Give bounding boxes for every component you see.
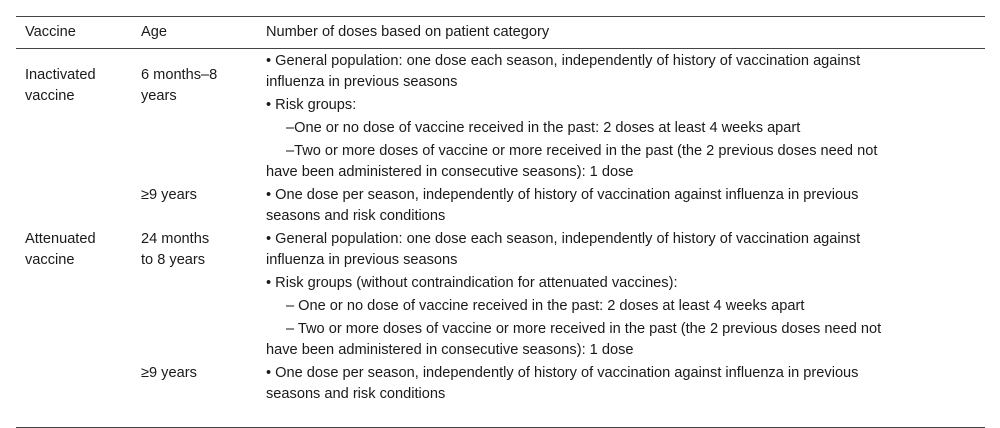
doses-line: • General population: one dose each season, independently of history of vaccination against <box>266 53 861 69</box>
header-vaccine: Vaccine <box>25 24 76 40</box>
vaccine-line: Inactivated <box>25 67 96 83</box>
age-line: ≥9 years <box>141 365 197 381</box>
doses-line: • Risk groups (without contraindication for attenuated vaccines): <box>266 275 678 291</box>
doses-line: have been administered in consecutive seasons): 1 dose <box>266 164 634 180</box>
table-header-row <box>16 17 985 49</box>
vaccine-line: vaccine <box>25 88 75 104</box>
doses-cell <box>266 51 982 183</box>
doses-cell <box>266 363 982 405</box>
age-line: ≥9 years <box>141 187 197 203</box>
age-line: 24 months <box>141 231 210 247</box>
dosing-table <box>16 16 985 428</box>
doses-line: have been administered in consecutive seasons): 1 dose <box>266 342 634 358</box>
age-cell <box>141 229 261 271</box>
doses-line: –One or no dose of vaccine received in the past: 2 doses at least 4 weeks apart <box>286 120 801 136</box>
doses-line: • One dose per season, independently of history of vaccination against influenza in previous <box>266 187 859 203</box>
doses-line: – Two or more doses of vaccine or more received in the past (the 2 previous doses need not <box>286 321 882 337</box>
age-line: 6 months–8 <box>141 67 218 83</box>
age-cell <box>141 363 261 384</box>
doses-line: – One or no dose of vaccine received in the past: 2 doses at least 4 weeks apart <box>286 298 805 314</box>
doses-line: –Two or more doses of vaccine or more received in the past (the 2 previous doses need not <box>286 143 878 159</box>
header-doses: Number of doses based on patient category <box>266 24 550 40</box>
doses-line: seasons and risk conditions <box>266 386 446 402</box>
vaccine-cell <box>25 229 135 271</box>
doses-line: influenza in previous seasons <box>266 252 458 268</box>
doses-line: influenza in previous seasons <box>266 74 458 90</box>
age-cell <box>141 185 261 206</box>
doses-cell <box>266 229 982 361</box>
age-cell <box>141 65 261 107</box>
doses-line: • One dose per season, independently of history of vaccination against influenza in previous <box>266 365 859 381</box>
age-line: to 8 years <box>141 252 206 268</box>
doses-cell <box>266 185 982 227</box>
header-age: Age <box>141 24 167 40</box>
age-line: years <box>141 88 177 104</box>
vaccine-cell <box>25 65 135 107</box>
vaccine-line: Attenuated <box>25 231 96 247</box>
vaccine-line: vaccine <box>25 252 75 268</box>
doses-line: seasons and risk conditions <box>266 208 446 224</box>
doses-line: • Risk groups: <box>266 97 357 113</box>
doses-line: • General population: one dose each season, independently of history of vaccination against <box>266 231 861 247</box>
